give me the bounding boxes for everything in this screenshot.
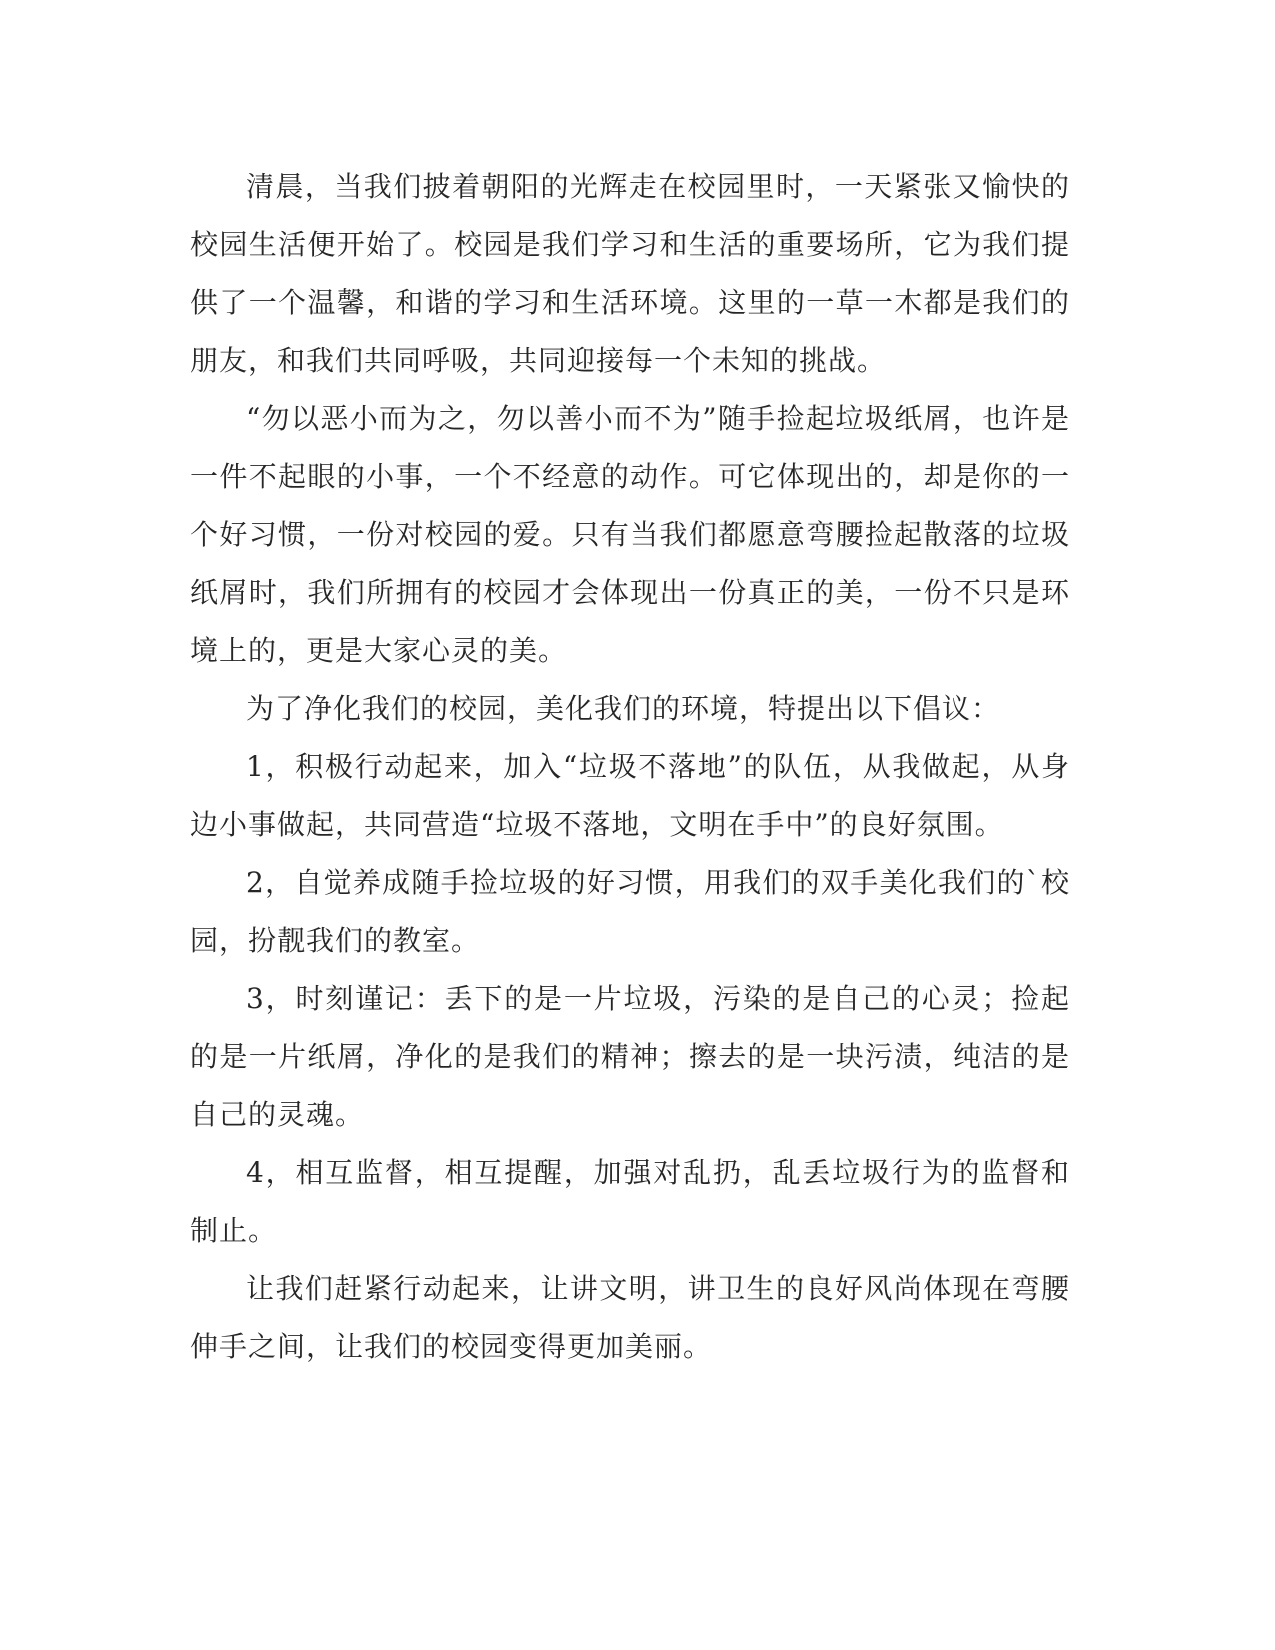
paragraph-intro: 清晨，当我们披着朝阳的光辉走在校园里时，一天紧张又愉快的校园生活便开始了。校园是我们学习和生活的重要场所，它为我们提供了一个温馨，和谐的学习和生活环境。这里的一草一木都是我们的朋友，和我们共同呼吸，共同迎接每一个未知的挑战。 [190, 170, 1070, 377]
paragraph-item-4: 4，相互监督，相互提醒，加强对乱扔，乱丢垃圾行为的监督和制止。 [190, 1156, 1070, 1247]
paragraph-proposal-intro: 为了净化我们的校园，美化我们的环境，特提出以下倡议： [246, 692, 1001, 725]
paragraph-item-2: 2，自觉养成随手捡垃圾的好习惯，用我们的双手美化我们的`校园，扮靓我们的教室。 [190, 866, 1070, 957]
paragraph-item-3: 3，时刻谨记：丢下的是一片垃圾，污染的是自己的心灵；捡起的是一片纸屑，净化的是我们的精神；擦去的是一块污渍，纯洁的是自己的灵魂。 [190, 982, 1070, 1131]
document-body [190, 158, 1070, 1376]
paragraph-quote: “勿以恶小而为之，勿以善小而不为”随手捡起垃圾纸屑，也许是一件不起眼的小事，一个不经意的动作。可它体现出的，却是你的一个好习惯，一份对校园的爱。只有当我们都愿意弯腰捡起散落的垃圾纸屑时，我们所拥有的校园才会体现出一份真正的美，一份不只是环境上的，更是大家心灵的美。 [190, 402, 1070, 667]
paragraph-closing: 让我们赶紧行动起来，让讲文明，讲卫生的良好风尚体现在弯腰伸手之间，让我们的校园变得更加美丽。 [190, 1272, 1070, 1363]
paragraph-item-1: 1，积极行动起来，加入“垃圾不落地”的队伍，从我做起，从身边小事做起，共同营造“垃圾不落地，文明在手中”的良好氛围。 [190, 750, 1070, 841]
